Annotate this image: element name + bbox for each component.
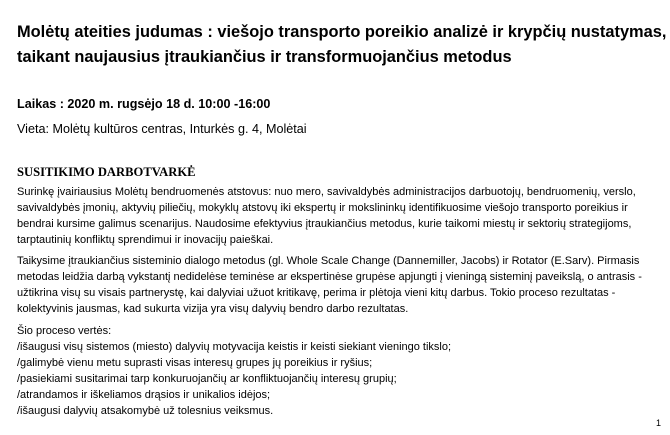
value-item: /atrandamos ir iškeliamos drąsios ir unikalios idėjos;	[17, 389, 271, 401]
paragraph-line: Surinkę įvairiausius Molėtų bendruomenės atstovus: nuo mero, savivaldybės administracijos darbuotojų, bendruomenių, verslo,	[17, 186, 636, 198]
document-title	[17, 20, 667, 70]
paragraph-line: kolektyvinis jausmas, kad sukurta vizija yra visų dalyvių bendro darbo rezultatas.	[17, 303, 409, 315]
page-number: 1	[655, 418, 661, 428]
methods-paragraph	[17, 253, 662, 317]
paragraph-line: metodas leidžia darbą vykstantį nedidelėse teminėse ar ekspertinėse grupėse apjungti į vieningą sisteminį paveikslą, o antrasis -	[17, 271, 642, 283]
paragraph-line: užtikrina visų su visais partnerystę, kai dalyviai užuot kritikavę, perima ir plėtoja vieni kitų darbus. Tokio proceso rezultatas -	[17, 287, 616, 299]
paragraph-line: savivaldybės įmonių, aktyvių piliečių, mokyklų atstovų iki ekspertų ir mokslininkų identifikuosime viešojo transporto poreikius ir	[17, 202, 628, 214]
value-item: /pasiekiami susitarimai tarp konkuruojančių ar konfliktuojančių interesų grupių;	[17, 373, 397, 385]
value-item: /galimybė vienu metu suprasti visas interesų grupes jų poreikius ir ryšius;	[17, 357, 373, 369]
paragraph-line: tarptautinių konfliktų sprendimui ir inovacijų paieškai.	[17, 234, 274, 246]
intro-paragraph	[17, 184, 662, 248]
process-values	[17, 323, 662, 419]
value-item: /išaugusi visų sistemos (miesto) dalyvių motyvacija keistis ir keisti siekiant vieningo tikslo;	[17, 341, 452, 353]
value-item: /išaugusi dalyvių atsakomybė už tolesnius veiksmus.	[17, 405, 274, 417]
paragraph-line: bendrai kursime galimus scenarijus. Naudosime efektyvius įtraukiančius metodus, kurie taikomi miestų ir sektorių strategijoms,	[17, 218, 632, 230]
agenda-heading: SUSITIKIMO DARBOTVARKĖ	[17, 165, 196, 179]
title-line: Molėtų ateities judumas : viešojo transporto poreikio analizė ir krypčių nustatymas,	[17, 23, 667, 41]
event-venue: Vieta: Molėtų kultūros centras, Inturkės g. 4, Molėtai	[17, 122, 307, 136]
title-line: taikant naujausius įtraukiančius ir transformuojančius metodus	[17, 48, 512, 66]
paragraph-line: Taikysime įtraukiančius sisteminio dialogo metodus (gl. Whole Scale Change (Dannemiller, Jacobs) ir Rotator (E.Sarv). Pirmasis	[17, 255, 640, 267]
values-heading: Šio proceso vertės:	[17, 325, 112, 337]
event-time: Laikas : 2020 m. rugsėjo 18 d. 10:00 -16:00	[17, 97, 271, 111]
